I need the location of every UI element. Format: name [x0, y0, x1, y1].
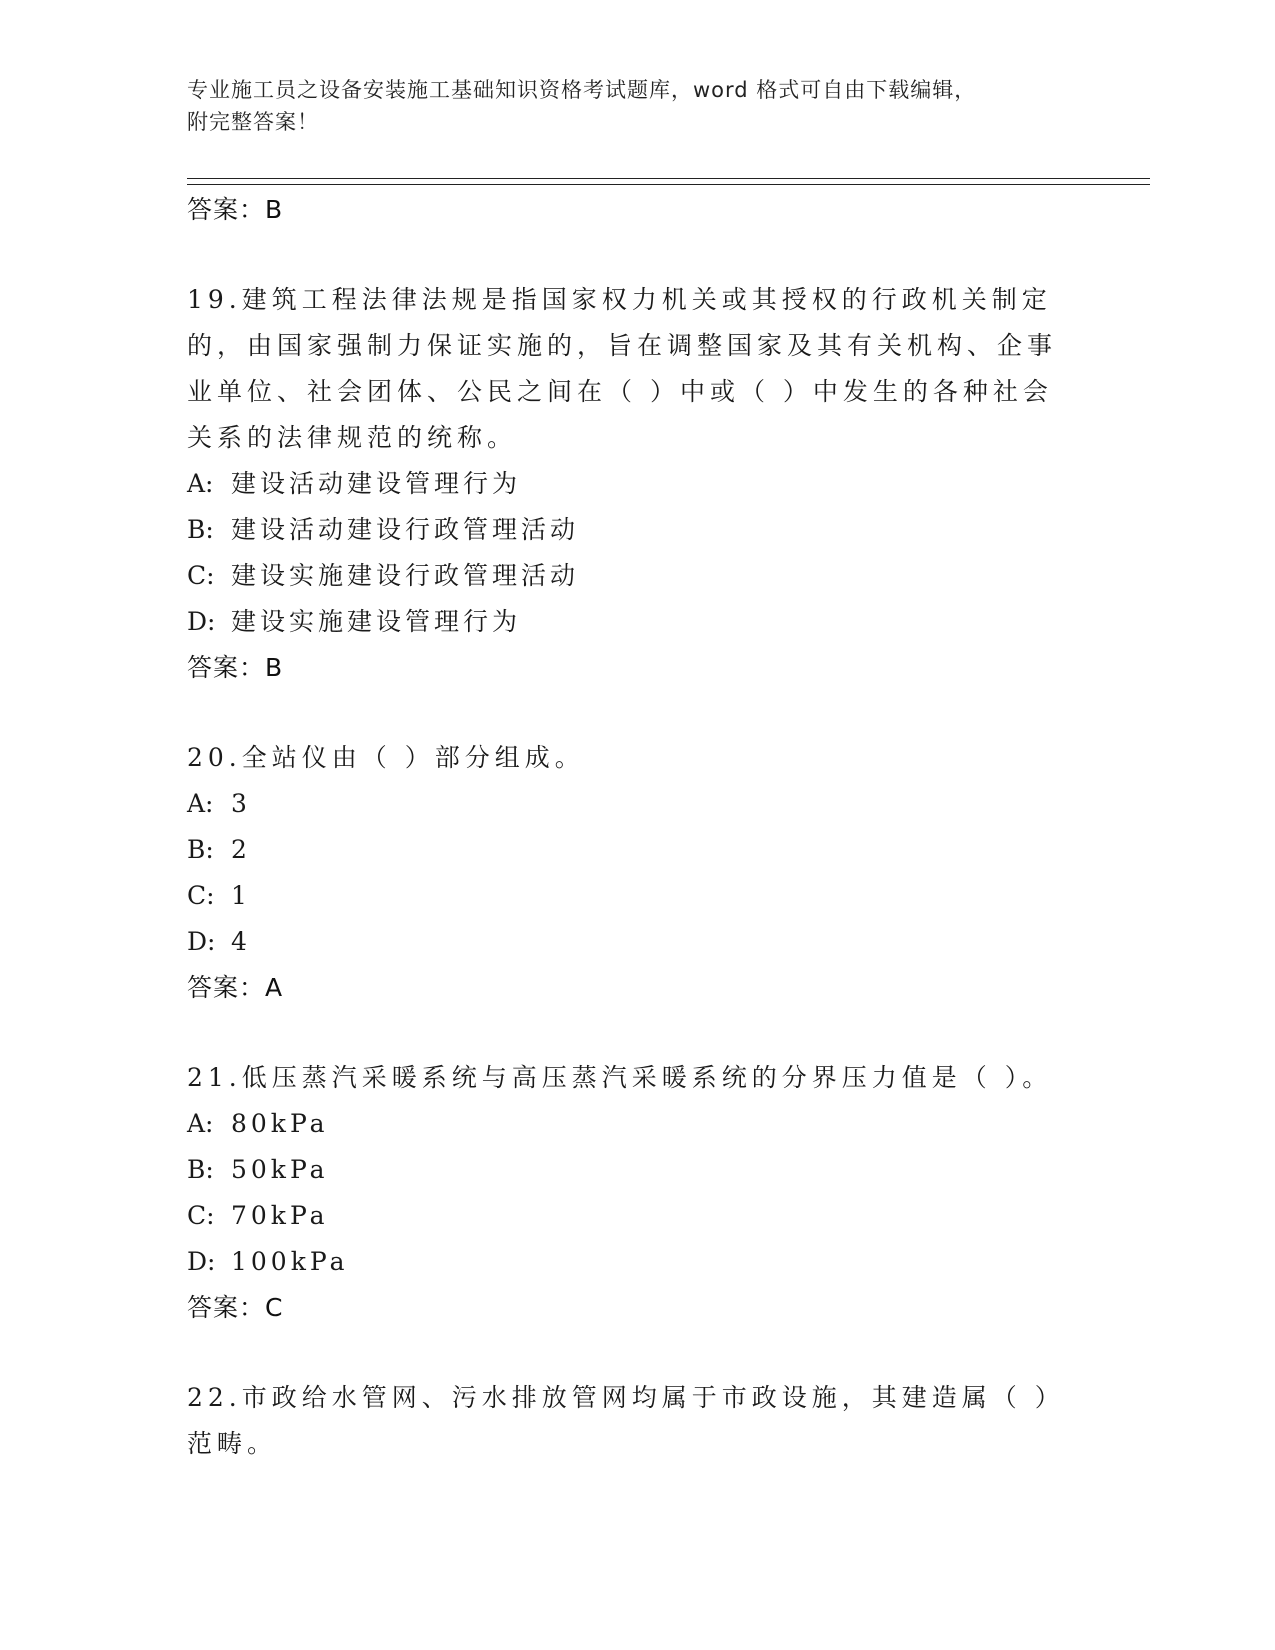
option-text: 4 — [231, 927, 251, 956]
option-b — [187, 1147, 1067, 1193]
option-letter: D: — [187, 927, 216, 956]
header-divider — [187, 178, 1150, 185]
header-line-2: 附完整答案！ — [187, 110, 319, 134]
answer-label: 答案：B — [187, 195, 284, 224]
question-20 — [187, 735, 1067, 1011]
question-stem: 22.市政给水管网、污水排放管网均属于市政设施，其建造属（ ）范畴。 — [187, 1383, 1065, 1458]
option-d — [187, 919, 1067, 965]
option-a — [187, 461, 1067, 507]
option-b — [187, 507, 1067, 553]
option-text: 2 — [231, 835, 251, 864]
question-list — [187, 187, 1067, 1467]
option-d — [187, 1239, 1067, 1285]
question-stem: 19.建筑工程法律法规是指国家权力机关或其授权的行政机关制定的，由国家强制力保证实施的，旨在调整国家及其有关机构、企事业单位、社会团体、公民之间在（ ）中或（ ）中发生的各种社会关系的法律规范的统称。 — [187, 285, 1058, 452]
option-letter: A: — [187, 1109, 214, 1138]
option-text: 建设活动建设行政管理活动 — [231, 515, 580, 544]
option-b — [187, 827, 1067, 873]
option-a — [187, 781, 1067, 827]
option-letter: C: — [187, 881, 215, 910]
option-text: 80kPa — [231, 1109, 329, 1138]
option-text: 50kPa — [231, 1155, 329, 1184]
answer-label: 答案：A — [187, 973, 284, 1002]
option-text: 3 — [231, 789, 251, 818]
question-stem: 20.全站仪由（ ）部分组成。 — [187, 743, 585, 772]
option-text: 建设活动建设管理行为 — [231, 469, 522, 498]
answer-label: 答案：C — [187, 1293, 284, 1322]
option-letter: D: — [187, 1247, 216, 1276]
option-text: 建设实施建设行政管理活动 — [231, 561, 580, 590]
option-letter: B: — [187, 1155, 214, 1184]
question-21 — [187, 1055, 1067, 1331]
option-d — [187, 599, 1067, 645]
option-c — [187, 553, 1067, 599]
option-text: 1 — [231, 881, 251, 910]
question-stem: 21.低压蒸汽采暖系统与高压蒸汽采暖系统的分界压力值是（ ）。 — [187, 1063, 1053, 1092]
option-c — [187, 873, 1067, 919]
page-header — [187, 74, 1067, 138]
option-text: 70kPa — [231, 1201, 329, 1230]
header-line-1: 专业施工员之设备安装施工基础知识资格考试题库，word 格式可自由下载编辑， — [187, 78, 977, 102]
option-c — [187, 1193, 1067, 1239]
answer-label: 答案：B — [187, 653, 284, 682]
option-a — [187, 1101, 1067, 1147]
question-22 — [187, 1375, 1067, 1467]
option-letter: B: — [187, 835, 214, 864]
option-letter: C: — [187, 561, 215, 590]
option-letter: A: — [187, 469, 214, 498]
option-text: 建设实施建设管理行为 — [231, 607, 522, 636]
option-letter: B: — [187, 515, 214, 544]
option-letter: C: — [187, 1201, 215, 1230]
option-letter: A: — [187, 789, 214, 818]
question-19 — [187, 277, 1067, 691]
option-text: 100kPa — [231, 1247, 349, 1276]
option-letter: D: — [187, 607, 216, 636]
